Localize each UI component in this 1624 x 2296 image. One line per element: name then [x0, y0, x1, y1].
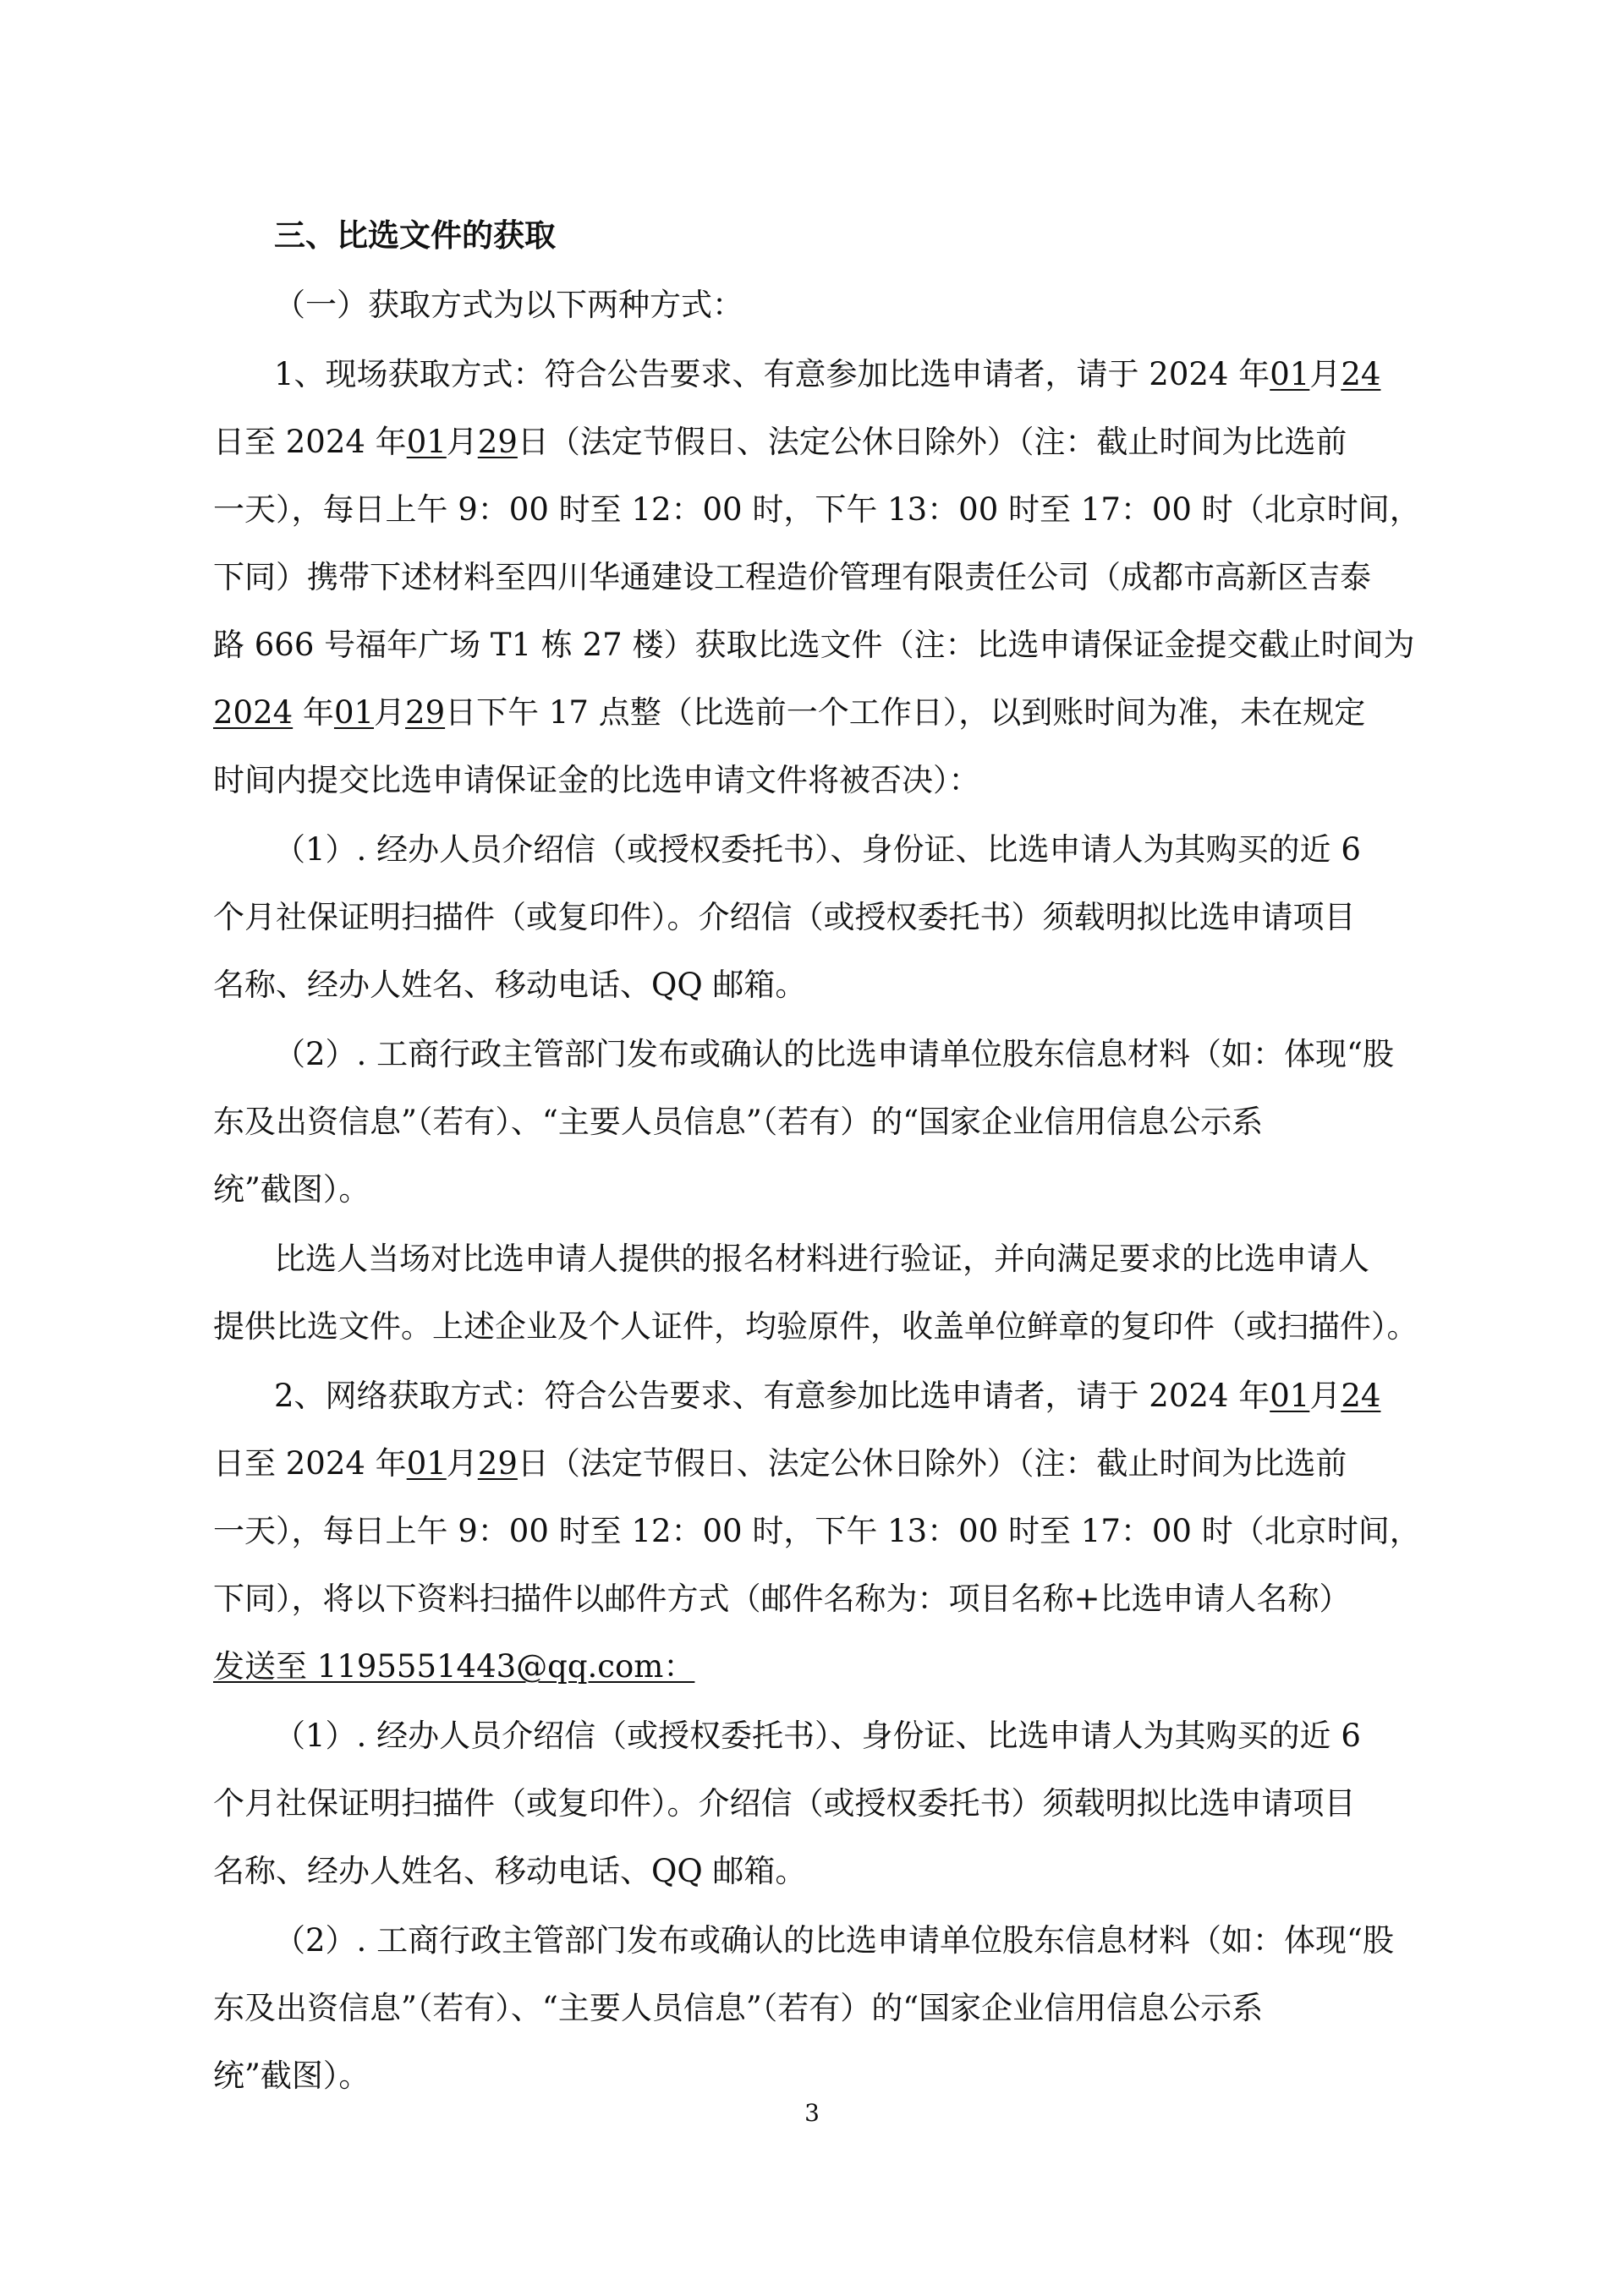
underlined-month: 01	[1270, 356, 1310, 392]
onsite-paragraph-line	[213, 421, 1347, 463]
onsite-paragraph-line: 下同）携带下述材料至四川华通建设工程造价管理有限责任公司（成都市高新区吉泰	[213, 559, 1371, 595]
text-span: 月	[1309, 1378, 1341, 1414]
onsite-item-2-line: 统”截图）。	[213, 1171, 370, 1208]
underlined-month: 01	[406, 1445, 447, 1482]
onsite-paragraph-line: 时间内提交比选申请保证金的比选申请文件将被否决）：	[213, 762, 980, 798]
onsite-paragraph-line: 一天），每日上午 9：00 时至 12：00 时，下午 13：00 时至 17：00 时（北京时间，	[213, 491, 1421, 528]
underlined-month: 01	[406, 424, 447, 460]
onsite-item-1-line: 个月社保证明扫描件（或复印件）。介绍信（或授权委托书）须载明拟比选申请项目	[213, 899, 1356, 935]
online-item-1-line: 个月社保证明扫描件（或复印件）。介绍信（或授权委托书）须载明拟比选申请项目	[213, 1785, 1356, 1822]
online-item-1-line: （1）. 经办人员介绍信（或授权委托书）、身份证、比选申请人为其购买的近 6	[274, 1718, 1361, 1754]
underlined-day: 29	[477, 1445, 518, 1482]
verification-paragraph-line: 比选人当场对比选申请人提供的报名材料进行验证，并向满足要求的比选申请人	[274, 1241, 1369, 1277]
section-subheading: （一）获取方式为以下两种方式：	[274, 287, 743, 323]
online-item-2-line: （2）. 工商行政主管部门发布或确认的比选申请单位股东信息材料（如：体现“股	[274, 1922, 1394, 1959]
online-paragraph-line: 一天），每日上午 9：00 时至 12：00 时，下午 13：00 时至 17：00 时（北京时间，	[213, 1513, 1421, 1549]
text-span: 月	[1309, 356, 1341, 392]
text-span: 2、网络获取方式：符合公告要求、有意参加比选申请者，请于 2024 年	[274, 1378, 1270, 1414]
text-span: 日（法定节假日、法定公休日除外）（注：截止时间为比选前	[517, 1445, 1347, 1482]
text-span: 日至 2024 年	[213, 1445, 407, 1482]
online-paragraph-line: 下同），将以下资料扫描件以邮件方式（邮件名称为：项目名称+比选申请人名称）	[213, 1581, 1351, 1617]
section-heading: 三、比选文件的获取	[274, 217, 556, 254]
onsite-item-1-line: 名称、经办人姓名、移动电话、QQ 邮箱。	[213, 967, 807, 1003]
text-span: 日（法定节假日、法定公休日除外）（注：截止时间为比选前	[517, 424, 1347, 460]
onsite-paragraph-line: 路 666 号福年广场 T1 栋 27 楼）获取比选文件（注：比选申请保证金提交截止时间为	[213, 627, 1415, 663]
underlined-month: 01	[333, 694, 375, 731]
underlined-day: 29	[405, 694, 446, 731]
online-paragraph-line	[213, 1443, 1347, 1485]
text-span: 日至 2024 年	[213, 424, 407, 460]
text-span: 1、现场获取方式：符合公告要求、有意参加比选申请者，请于 2024 年	[274, 356, 1270, 392]
underlined-month: 01	[1270, 1378, 1310, 1414]
underlined-day: 24	[1341, 356, 1381, 392]
underlined-day: 29	[477, 424, 518, 460]
text-span: 年	[302, 694, 334, 731]
text-span: 月	[446, 424, 478, 460]
online-item-1-line: 名称、经办人姓名、移动电话、QQ 邮箱。	[213, 1853, 807, 1889]
email-address-line: 发送至 1195551443@qq.com：	[213, 1648, 695, 1685]
onsite-paragraph-line	[274, 353, 1380, 396]
underlined-year: 2024	[213, 694, 294, 731]
onsite-item-2-line: （2）. 工商行政主管部门发布或确认的比选申请单位股东信息材料（如：体现“股	[274, 1036, 1394, 1072]
onsite-item-1-line: （1）. 经办人员介绍信（或授权委托书）、身份证、比选申请人为其购买的近 6	[274, 831, 1361, 868]
text-span: 月	[446, 1445, 478, 1482]
underlined-day: 24	[1341, 1378, 1381, 1414]
online-item-2-line: 统”截图）。	[213, 2058, 370, 2094]
page-number: 3	[804, 2099, 820, 2127]
online-item-2-line: 东及出资信息”（若有）、“主要人员信息”（若有）的“国家企业信用信息公示系	[213, 1990, 1264, 2026]
onsite-paragraph-line	[213, 692, 1365, 734]
text-span: 月	[374, 694, 406, 731]
online-paragraph-line	[274, 1375, 1380, 1417]
onsite-item-2-line: 东及出资信息”（若有）、“主要人员信息”（若有）的“国家企业信用信息公示系	[213, 1104, 1264, 1140]
text-span: 日下午 17 点整（比选前一个工作日），以到账时间为准，未在规定	[445, 694, 1366, 731]
verification-paragraph-line: 提供比选文件。上述企业及个人证件，均验原件，收盖单位鲜章的复印件（或扫描件）。	[213, 1308, 1418, 1345]
